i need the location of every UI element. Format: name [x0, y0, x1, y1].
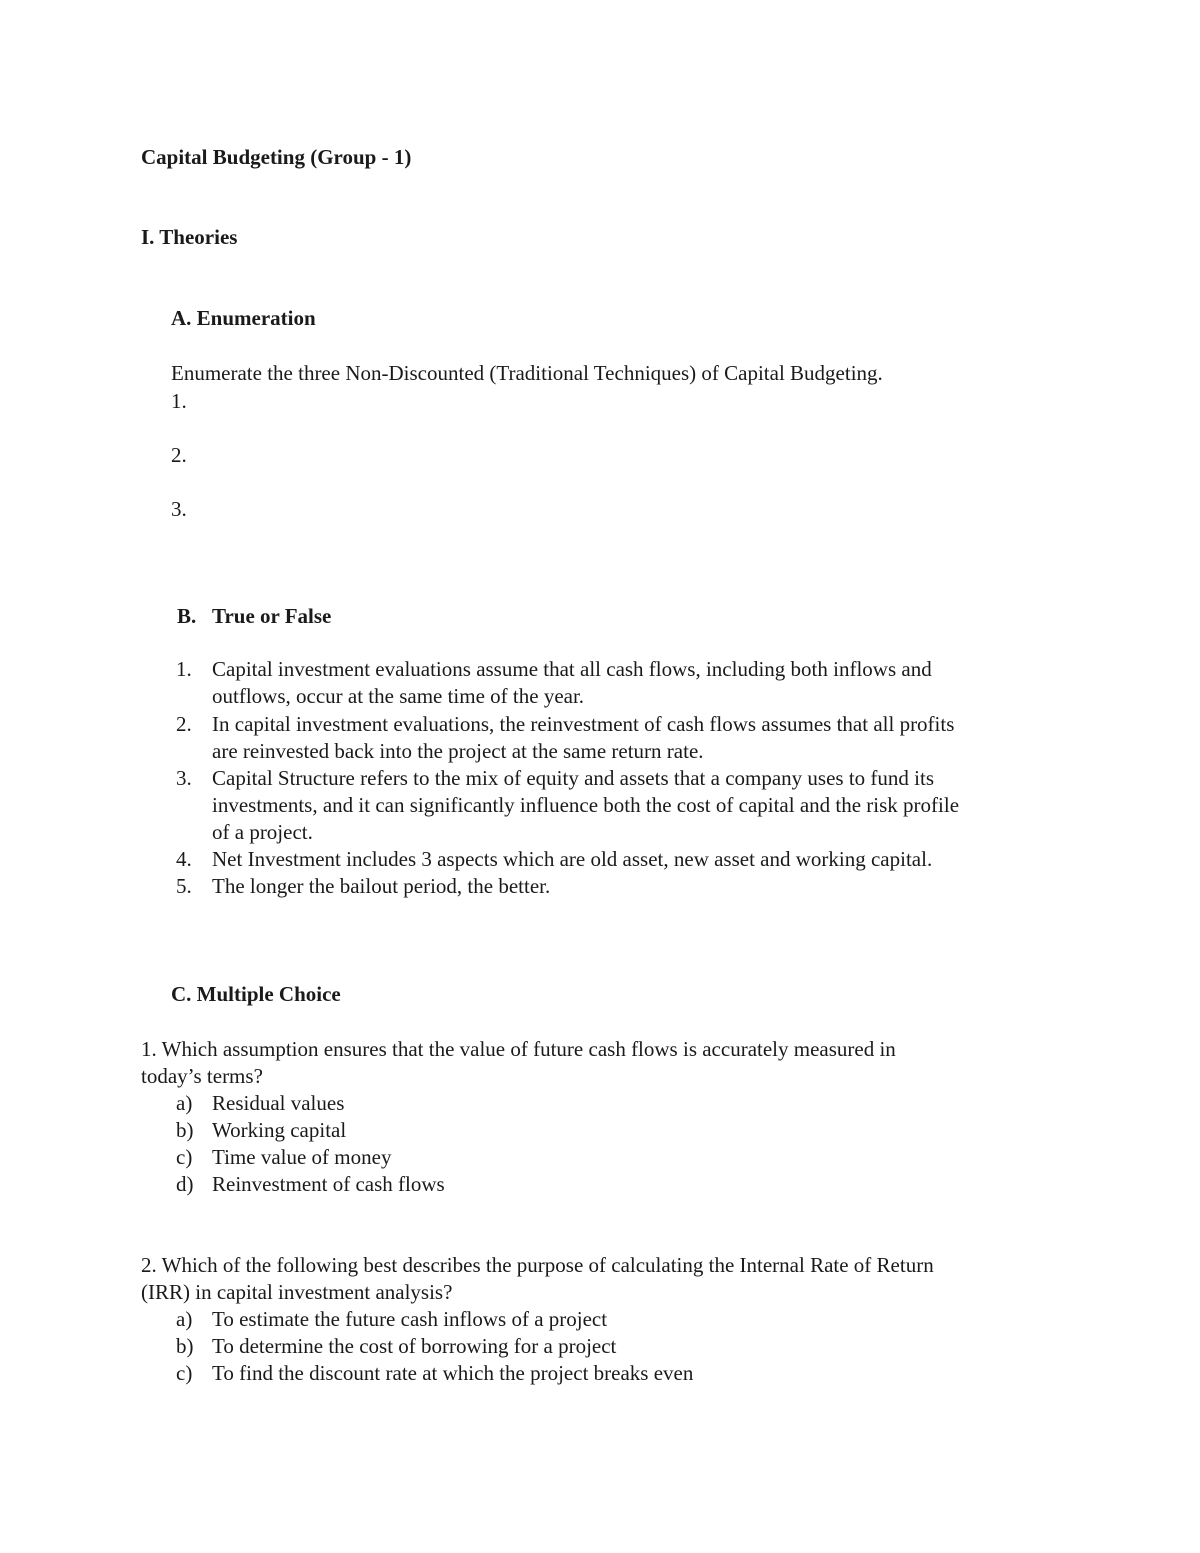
- mc-q2-option-c-text: To find the discount rate at which the project breaks even: [212, 1361, 694, 1385]
- document-title: Capital Budgeting (Group - 1): [141, 145, 412, 169]
- mc-q2-option-a-letter: a): [176, 1307, 193, 1331]
- true-false-heading: True or False: [212, 604, 332, 628]
- tf-item-2-number: 2.: [176, 712, 192, 736]
- enumeration-prompt: Enumerate the three Non-Discounted (Traditional Techniques) of Capital Budgeting.: [171, 361, 883, 385]
- tf-item-5-line-1: The longer the bailout period, the better.: [212, 874, 551, 898]
- tf-item-1-number: 1.: [176, 657, 192, 681]
- tf-item-4-line-1: Net Investment includes 3 aspects which are old asset, new asset and working capital.: [212, 847, 933, 871]
- mc-q1-option-c-letter: c): [176, 1145, 193, 1169]
- tf-item-3-number: 3.: [176, 766, 192, 790]
- mc-q2-option-b-letter: b): [176, 1334, 194, 1358]
- enumeration-heading: A. Enumeration: [171, 306, 316, 330]
- tf-item-3-line-3: of a project.: [212, 820, 313, 844]
- tf-item-2-line-1: In capital investment evaluations, the reinvestment of cash flows assumes that all profits: [212, 712, 955, 736]
- mc-q1-option-b-letter: b): [176, 1118, 194, 1142]
- enumeration-blank-1: 1.: [171, 389, 187, 413]
- enumeration-blank-2: 2.: [171, 443, 187, 467]
- mc-q1-option-c-text: Time value of money: [212, 1145, 392, 1169]
- mc-q1-option-d-text: Reinvestment of cash flows: [212, 1172, 445, 1196]
- mc-q2-option-b-text: To determine the cost of borrowing for a project: [212, 1334, 617, 1358]
- tf-item-2-line-2: are reinvested back into the project at the same return rate.: [212, 739, 704, 763]
- tf-item-1-line-1: Capital investment evaluations assume that all cash flows, including both inflows and: [212, 657, 932, 681]
- mc-question-1-line-1: 1. Which assumption ensures that the value of future cash flows is accurately measured in: [141, 1037, 896, 1061]
- mc-question-1-line-2: today’s terms?: [141, 1064, 263, 1088]
- enumeration-blank-3: 3.: [171, 497, 187, 521]
- mc-q1-option-a-text: Residual values: [212, 1091, 345, 1115]
- tf-item-5-number: 5.: [176, 874, 192, 898]
- tf-item-1-line-2: outflows, occur at the same time of the year.: [212, 684, 585, 708]
- true-false-heading-letter: B.: [177, 604, 197, 628]
- tf-item-3-line-1: Capital Structure refers to the mix of equity and assets that a company uses to fund its: [212, 766, 934, 790]
- mc-q2-option-c-letter: c): [176, 1361, 193, 1385]
- mc-question-2-line-2: (IRR) in capital investment analysis?: [141, 1280, 453, 1304]
- mc-q1-option-b-text: Working capital: [212, 1118, 347, 1142]
- tf-item-3-line-2: investments, and it can significantly influence both the cost of capital and the risk profile: [212, 793, 960, 817]
- mc-q1-option-d-letter: d): [176, 1172, 194, 1196]
- mc-q2-option-a-text: To estimate the future cash inflows of a project: [212, 1307, 608, 1331]
- mc-q1-option-a-letter: a): [176, 1091, 193, 1115]
- section-heading: I. Theories: [141, 225, 238, 249]
- tf-item-4-number: 4.: [176, 847, 192, 871]
- multiple-choice-heading: C. Multiple Choice: [171, 982, 341, 1006]
- mc-question-2-line-1: 2. Which of the following best describes the purpose of calculating the Internal Rate of Return: [141, 1253, 934, 1277]
